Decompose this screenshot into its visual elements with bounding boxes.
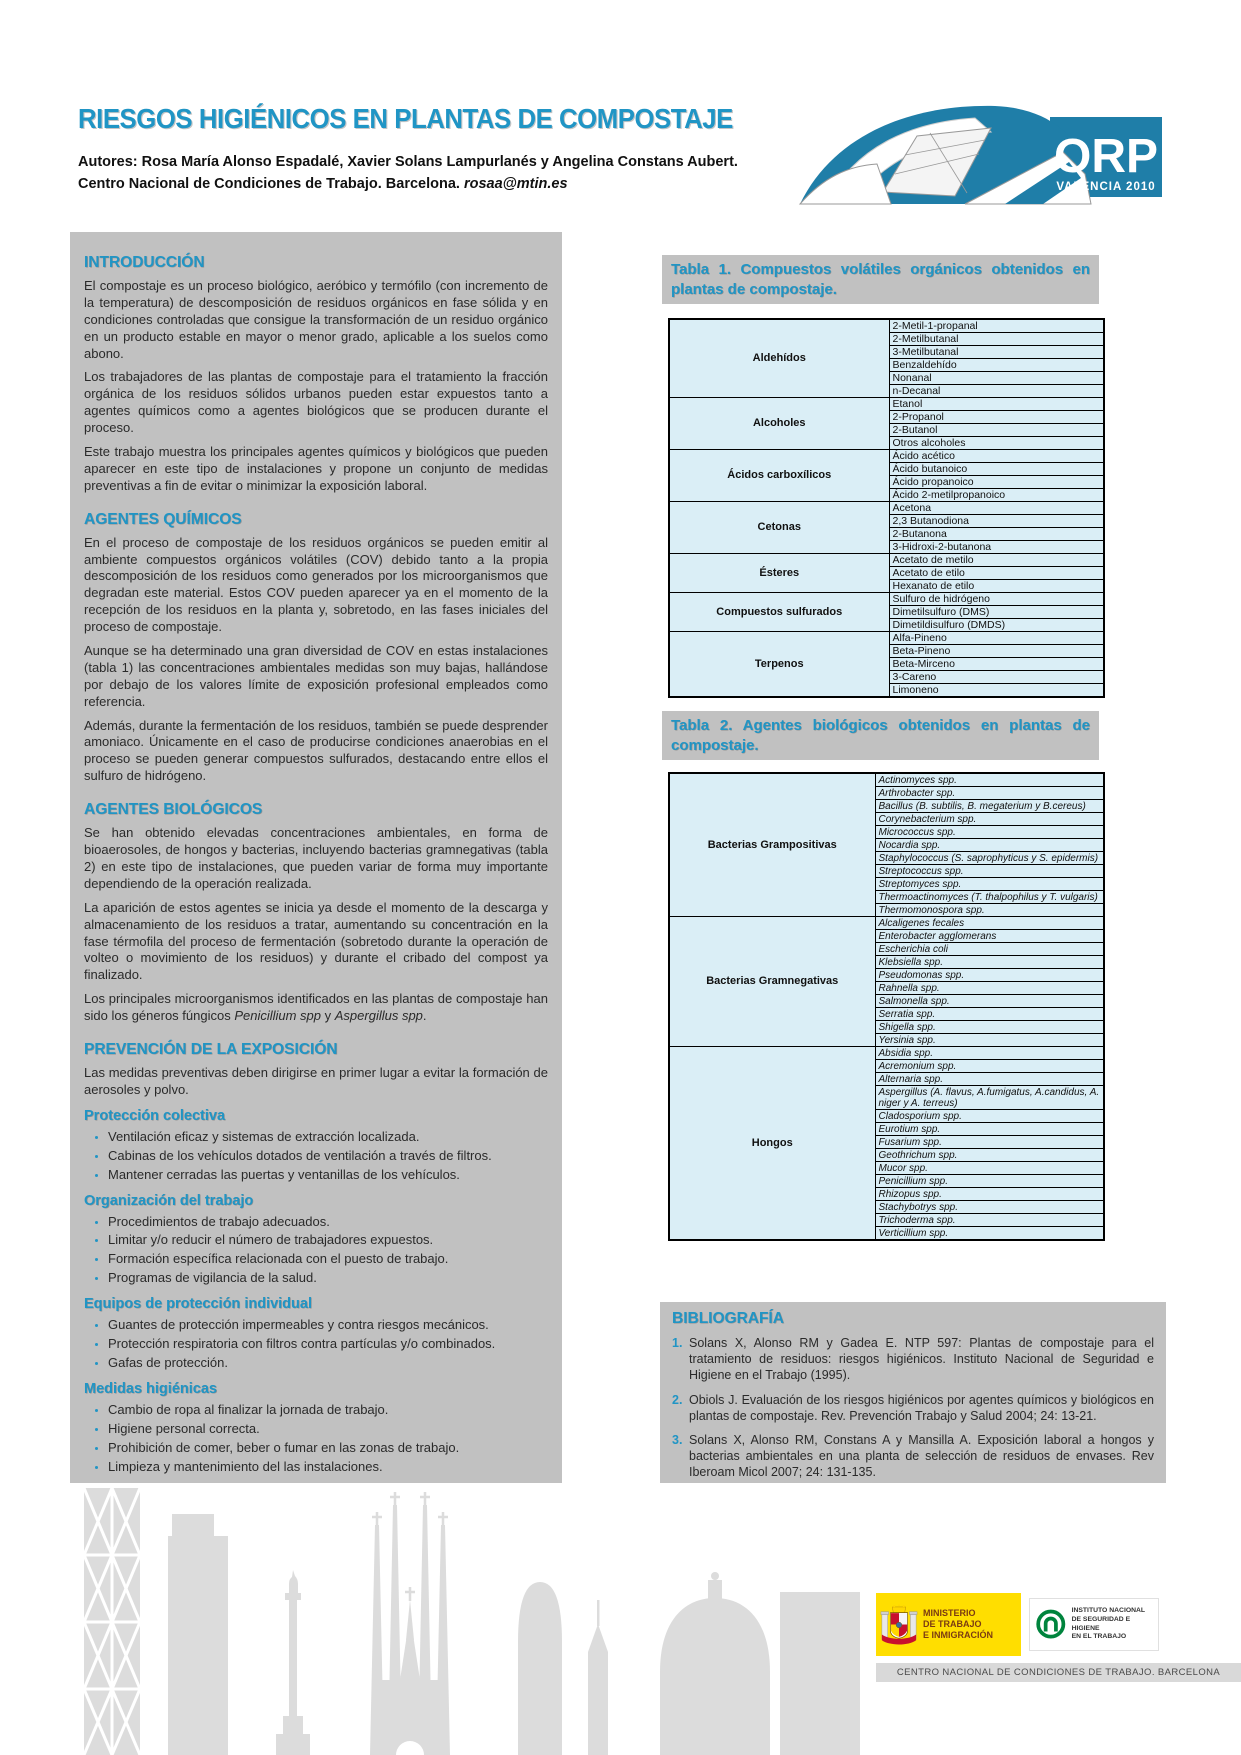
bullet-item: • Prohibición de comer, beber o fumar en las zonas de trabajo. <box>108 1439 548 1457</box>
table-item-cell: Acetato de metilo <box>889 554 1104 567</box>
bibliografia-item <box>672 1433 1154 1481</box>
orp-logo-building <box>800 106 1091 204</box>
section-heading-prevencion: PREVENCIÓN DE LA EXPOSICIÓN <box>84 1040 338 1058</box>
table-item-cell: Salmonella spp. <box>875 995 1104 1008</box>
table-category-cell: Cetonas <box>669 502 889 554</box>
barcelona-skyline-graphic <box>70 1480 880 1755</box>
quimicos-paragraph-3: Además, durante la fermentación de los residuos, también se puede desprender amoniaco. Únicamente en el caso de producirse condiciones anaerobias en el proceso se pueden generar compuestos sulfurados, destacando entre ellos el sulfuro de hidrógeno. <box>84 717 548 784</box>
table-item-cell: Mucor spp. <box>875 1162 1104 1175</box>
table-row <box>669 1047 1104 1060</box>
table-item-cell: Otros alcoholes <box>889 437 1104 450</box>
bib-number: 1. <box>672 1336 683 1350</box>
table-item-cell: Trichoderma spp. <box>875 1214 1104 1227</box>
table-item-cell: Serratia spp. <box>875 1008 1104 1021</box>
bib-text: Solans X, Alonso RM, Constans A y Mansilla A. Exposición laboral a hongos y bacterias ambientales en una planta de selección de residuos de envases. Rev Iberoam Micol 2007; 24: 131-135. <box>689 1433 1154 1480</box>
bullet-item: • Formación específica relacionada con el puesto de trabajo. <box>108 1250 548 1268</box>
table-item-cell: Yersinia spp. <box>875 1034 1104 1047</box>
table-item-cell: Alternaria spp. <box>875 1073 1104 1086</box>
table-row <box>669 593 1104 606</box>
table-category-cell: Terpenos <box>669 632 889 698</box>
bullet-item: • Programas de vigilancia de la salud. <box>108 1269 548 1287</box>
table-item-cell: Acetato de etilo <box>889 567 1104 580</box>
spain-coat-of-arms-icon <box>880 1600 918 1650</box>
bib-number: 2. <box>672 1392 683 1407</box>
table-item-cell: Alfa-Pineno <box>889 632 1104 645</box>
biologicos-paragraph-2: La aparición de estos agentes se inicia ya desde el momento de la descarga y almacenamiento de los residuos a tratar, aumentando su concentración en la fase térmofila del proceso de fermentación (sobretodo durante la operación de volteo o movimiento de los residuos) y durante el cribado del compost ya finalizado. <box>84 899 548 983</box>
table-category-cell: Bacterias Gramnegativas <box>669 917 875 1047</box>
table-item-cell: Streptomyces spp. <box>875 878 1104 891</box>
ministerio-line3: E INMIGRACIÓN <box>923 1630 994 1641</box>
table-item-cell: 3-Careno <box>889 671 1104 684</box>
biologicos-paragraph-fungi <box>84 991 548 1025</box>
table-item-cell: Arthrobacter spp. <box>875 787 1104 800</box>
table-category-cell: Hongos <box>669 1047 875 1241</box>
table-item-cell: Escherichia coli <box>875 943 1104 956</box>
table-item-cell: Aspergillus (A. flavus, A.fumigatus, A.candidus, A. niger y A. terreus) <box>875 1086 1104 1110</box>
tabla1-table <box>668 318 1105 698</box>
insht-line3: EN EL TRABAJO <box>1071 1633 1127 1641</box>
table-item-cell: 2-Butanona <box>889 528 1104 541</box>
table-item-cell: Thermoactinomyces (T. thalpophilus y T. vulgaris) <box>875 891 1104 904</box>
table-item-cell: Fusarium spp. <box>875 1136 1104 1149</box>
insht-line1: INSTITUTO NACIONAL <box>1071 1606 1146 1614</box>
table-item-cell: Corynebacterium spp. <box>875 813 1104 826</box>
table-item-cell: Enterobacter agglomerans <box>875 930 1104 943</box>
section-heading-bibliografia: BIBLIOGRAFÍA <box>672 1310 784 1327</box>
bullet-item: • Procedimientos de trabajo adecuados. <box>108 1213 548 1231</box>
table-item-cell: 2-Metil-1-propanal <box>889 319 1104 333</box>
affiliation: Centro Nacional de Condiciones de Trabajo. Barcelona. <box>78 175 464 192</box>
table-item-cell: Pseudomonas spp. <box>875 969 1104 982</box>
table-item-cell: Ácido butanoico <box>889 463 1104 476</box>
table-item-cell: 2-Butanol <box>889 424 1104 437</box>
table-item-cell: Bacillus (B. subtilis, B. megaterium y B.cereus) <box>875 800 1104 813</box>
table-item-cell: Limoneno <box>889 684 1104 698</box>
table-category-cell: Alcoholes <box>669 398 889 450</box>
section-heading-agentes-biologicos: AGENTES BIOLÓGICOS <box>84 801 263 819</box>
bibliografia-list <box>672 1336 1154 1481</box>
table-item-cell: Absidia spp. <box>875 1047 1104 1060</box>
insht-ring-icon <box>1034 1607 1068 1643</box>
bibliografia-item <box>672 1336 1154 1384</box>
table-item-cell: Ácido 2-metilpropanoico <box>889 489 1104 502</box>
table-item-cell: Actinomyces spp. <box>875 773 1104 787</box>
subheading-equipos-proteccion: Equipos de protección individual <box>84 1296 312 1313</box>
table-row <box>669 632 1104 645</box>
section-heading-agentes-quimicos: AGENTES QUÍMICOS <box>84 510 242 528</box>
tabla2-table <box>668 772 1105 1241</box>
table-item-cell: Acetona <box>889 502 1104 515</box>
spire-crosses <box>372 1492 448 1601</box>
orp-valencia-2010-logo <box>795 92 1241 207</box>
table-item-cell: Ácido propanoico <box>889 476 1104 489</box>
table-item-cell: Klebsiella spp. <box>875 956 1104 969</box>
table-category-cell: Ésteres <box>669 554 889 593</box>
left-column-panel <box>70 232 562 1483</box>
fungi-genus-2: Aspergillus spp <box>334 1008 423 1024</box>
table-item-cell: Verticillium spp. <box>875 1227 1104 1241</box>
subheading-organizacion-trabajo: Organización del trabajo <box>84 1192 254 1209</box>
author-email: rosaa@mtin.es <box>463 175 568 192</box>
table-item-cell: Alcaligenes fecales <box>875 917 1104 930</box>
table-item-cell: Geothrichum spp. <box>875 1149 1104 1162</box>
table-row <box>669 502 1104 515</box>
bib-text: Solans X, Alonso RM y Gadea E. NTP 597: Plantas de compostaje para el tratamiento de residuos: riesgos higiénicos. Instituto Nacional de Seguridad e Higiene en el Trabajo (1995). <box>689 1336 1154 1382</box>
table-category-cell: Compuestos sulfurados <box>669 593 889 632</box>
bibliografia-item <box>672 1393 1154 1425</box>
tabla1-title: Tabla 1. Compuestos volátiles orgánicos obtenidos en plantas de compostaje. <box>662 255 1099 304</box>
fungi-text: Los principales microorganismos identificados en las plantas de compostaje han sido los géneros fúngicos <box>84 991 548 1024</box>
fungi-genus-1: Penicillium spp <box>234 1008 322 1024</box>
table-item-cell: Beta-Pineno <box>889 645 1104 658</box>
tabla2-title: Tabla 2. Agentes biológicos obtenidos en plantas de compostaje. <box>662 711 1099 760</box>
bib-text: Obiols J. Evaluación de los riesgos higiénicos por agentes químicos y biológicos en plantas de compostaje. Rev. Prevención Trabajo y Salud 2004; 24: 13-21. <box>689 1392 1154 1423</box>
prevencion-paragraph: Las medidas preventivas deben dirigirse en primer lugar a evitar la formación de aerosoles y polvo. <box>84 1064 548 1097</box>
insht-logo-box <box>1029 1598 1159 1651</box>
bullet-item: • Cambio de ropa al finalizar la jornada de trabajo. <box>108 1401 548 1419</box>
table-item-cell: Stachybotrys spp. <box>875 1201 1104 1214</box>
table-item-cell: Beta-Mirceno <box>889 658 1104 671</box>
table-row <box>669 917 1104 930</box>
quimicos-paragraph-2: Aunque se ha determinado una gran diversidad de COV en estas instalaciones (tabla 1) las concentraciones ambientales medidas son muy bajas, hallándose por debajo de los valores límite de exposición profesional empleados como referencia. <box>84 643 548 709</box>
table-item-cell: Rahnella spp. <box>875 982 1104 995</box>
table-item-cell: Etanol <box>889 398 1104 411</box>
subheading-proteccion-colectiva: Protección colectiva <box>84 1107 226 1124</box>
section-heading-introduccion: INTRODUCCIÓN <box>84 254 205 271</box>
bullet-item: • Ventilación eficaz y sistemas de extracción localizada. <box>108 1128 548 1146</box>
insht-line2: DE SEGURIDAD E HIGIENE <box>1071 1615 1131 1632</box>
table-item-cell: Thermomonospora spp. <box>875 904 1104 917</box>
medidas-higienicas-list <box>84 1401 548 1476</box>
bullet-item: • Limitar y/o reducir el número de trabajadores expuestos. <box>108 1231 548 1249</box>
table-item-cell: Dimetilsulfuro (DMS) <box>889 606 1104 619</box>
intro-paragraph-3: Este trabajo muestra los principales agentes químicos y biológicos que pueden aparecer en este tipo de instalaciones y propone un conjunto de medidas preventivas a fin de evitar o minimizar la exposición laboral. <box>84 444 548 493</box>
orp-logo-text: ORP <box>1053 130 1159 183</box>
bullet-item: • Mantener cerradas las puertas y ventanillas de los vehículos. <box>108 1166 548 1184</box>
bullet-item: • Protección respiratoria con filtros contra partículas y/o combinados. <box>108 1335 548 1353</box>
bibliografia-panel <box>660 1302 1166 1483</box>
ministerio-line2: DE TRABAJO <box>923 1618 982 1629</box>
ministerio-line1: MINISTERIO <box>923 1607 976 1618</box>
table-category-cell: Ácidos carboxílicos <box>669 450 889 502</box>
insht-label <box>1072 1607 1154 1642</box>
table-item-cell: Streptococcus spp. <box>875 865 1104 878</box>
ministerio-label <box>923 1608 993 1642</box>
table-row <box>669 773 1104 787</box>
table-item-cell: Acremonium spp. <box>875 1060 1104 1073</box>
authors-line: Autores: Rosa María Alonso Espadalé, Xavier Solans Lampurlanés y Angelina Constans Aubert. <box>78 154 738 170</box>
centro-nacional-strip: CENTRO NACIONAL DE CONDICIONES DE TRABAJO. BARCELONA <box>876 1663 1241 1682</box>
table-row <box>669 450 1104 463</box>
table-item-cell: Dimetildisulfuro (DMDS) <box>889 619 1104 632</box>
table-item-cell: Staphylococcus (S. saprophyticus y S. epidermis) <box>875 852 1104 865</box>
bib-number: 3. <box>672 1433 683 1448</box>
authors-block <box>78 152 798 196</box>
page-title: RIESGOS HIGIÉNICOS EN PLANTAS DE COMPOSTAJE <box>78 103 733 134</box>
subheading-medidas-higienicas: Medidas higiénicas <box>84 1381 217 1398</box>
table-item-cell: Micrococcus spp. <box>875 826 1104 839</box>
table-item-cell: Penicillium spp. <box>875 1175 1104 1188</box>
table-item-cell: Hexanato de etilo <box>889 580 1104 593</box>
proteccion-colectiva-list <box>84 1128 548 1184</box>
table-row <box>669 319 1104 333</box>
equipos-proteccion-list <box>84 1316 548 1372</box>
table-category-cell: Bacterias Grampositivas <box>669 773 875 917</box>
table-item-cell: Nocardia spp. <box>875 839 1104 852</box>
table-item-cell: Sulfuro de hidrógeno <box>889 593 1104 606</box>
table-item-cell: Benzaldehído <box>889 359 1104 372</box>
bullet-item: • Cabinas de los vehículos dotados de ventilación a través de filtros. <box>108 1147 548 1165</box>
biologicos-paragraph-1: Se han obtenido elevadas concentraciones ambientales, en forma de bioaerosoles, de hongos y bacterias, incluyendo bacterias gramnegativas (tabla 2) en este tipo de instalaciones, que pueden variar de forma muy importante dependiendo de la operación realizada. <box>84 825 548 891</box>
table-item-cell: Ácido acético <box>889 450 1104 463</box>
ministerio-logo-box <box>876 1593 1021 1656</box>
table-item-cell: Eurotium spp. <box>875 1123 1104 1136</box>
fungi-text-end: . <box>422 1008 427 1024</box>
table-item-cell: n-Decanal <box>889 385 1104 398</box>
table-category-cell: Aldehídos <box>669 319 889 398</box>
intro-paragraph-1: El compostaje es un proceso biológico, aeróbico y termófilo (con incremento de la temperatura) de descomposición de residuos orgánicos en fase sólida y en condiciones controladas que consigue la transformación de un residuo orgánico en un producto estable en mayor o menor grado, aplicable a los suelos como abono. <box>84 278 548 361</box>
table-item-cell: 2-Propanol <box>889 411 1104 424</box>
table-row <box>669 554 1104 567</box>
table-item-cell: Nonanal <box>889 372 1104 385</box>
orp-logo-subtext: VALENCIA 2010 <box>1056 181 1156 193</box>
bullet-item: • Limpieza y mantenimiento del las instalaciones. <box>108 1458 548 1476</box>
organizacion-trabajo-list <box>84 1213 548 1288</box>
table-item-cell: 2,3 Butanodiona <box>889 515 1104 528</box>
bullet-item: • Guantes de protección impermeables y contra riesgos mecánicos. <box>108 1316 548 1334</box>
bullet-item: • Higiene personal correcta. <box>108 1420 548 1438</box>
table-item-cell: 3-Metilbutanal <box>889 346 1104 359</box>
bullet-item: • Gafas de protección. <box>108 1354 548 1372</box>
quimicos-paragraph-1: En el proceso de compostaje de los residuos orgánicos se pueden emitir al ambiente compuestos orgánicos volátiles (COV) debido tanto a la propia descomposición de los residuos como generados por los microorganismos que degradan este material. Estos COV pueden aparecer ya en el momento de la recepción de los residuos en la planta y, sobretodo, en las fases iniciales del proceso de compostaje. <box>84 534 548 635</box>
table-item-cell: 3-Hidroxi-2-butanona <box>889 541 1104 554</box>
table-item-cell: 2-Metilbutanal <box>889 333 1104 346</box>
table-row <box>669 398 1104 411</box>
intro-paragraph-2: Los trabajadores de las plantas de compostaje para el tratamiento la fracción orgánica de los residuos sólidos urbanos pueden estar expuestos tanto a agentes químicos como a agentes biológicos que se producen durante el proceso. <box>84 369 548 436</box>
table-item-cell: Shigella spp. <box>875 1021 1104 1034</box>
table-item-cell: Rhizopus spp. <box>875 1188 1104 1201</box>
table-item-cell: Cladosporium spp. <box>875 1110 1104 1123</box>
fungi-text-mid: y <box>321 1008 335 1024</box>
